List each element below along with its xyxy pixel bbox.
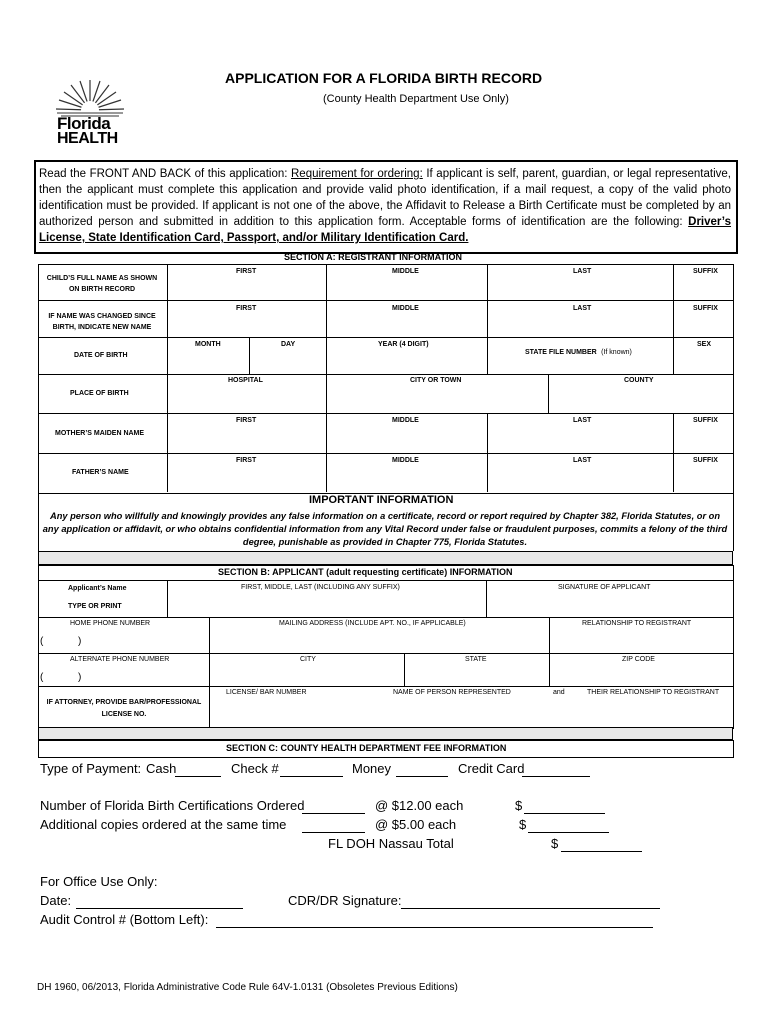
credit-label: Credit Card [458,761,525,776]
mailing-label: MAILING ADDRESS (INCLUDE APT. NO., IF APPLICABLE) [279,620,466,627]
total-amount-field[interactable] [561,837,642,852]
price-5-label: @ $5.00 each [375,817,457,832]
mother-last-label: LAST [573,417,592,424]
section-a-title: SECTION A: REGISTRANT INFORMATION [284,252,462,262]
state-label: STATE [465,656,487,663]
certs-amount-field[interactable] [524,799,605,814]
father-label: FATHER’S NAME [72,469,129,476]
section-b-title: SECTION B: APPLICANT (adult requesting certificate) INFORMATION [218,567,513,577]
attorney-label: IF ATTORNEY, PROVIDE BAR/PROFESSIONAL LICENSE NO. [46,699,202,718]
instructions-body: If applicant is self, parent, guardian, or legal representative, then the applicant must complete this application and provide valid photo identification, if a mail request, a copy of the valid photo identification must be provided. If applicant is not one of the above, the Affidavit to Release a Birth Certificate must be completed by an authorized person and submitted in addition to this application form. Acceptable forms of identification are the following: [39,168,731,228]
important-text: Any person who willfully and knowingly provides any false information on a certificate, record or report required by Chapter 382, Florida Statutes, or on any application or affidavit, or who obtains confidential information from any Vital Record under false or fraudulent purposes, commits a felony of the third degree, punishable as provided in Chapter 775, Florida Statutes. [42,511,728,547]
home-phone-paren-close: ) [78,636,82,647]
applicant-name-label: Applicant’s Name [68,585,127,592]
check-label: Check # [231,761,279,776]
and-label: and [553,689,565,696]
date-label: Date: [40,893,72,908]
person-rep-label: NAME OF PERSON REPRESENTED [393,689,511,696]
cash-label: Cash [146,761,177,776]
alt-phone-paren-open: ( [40,672,44,683]
money-field[interactable] [396,762,448,777]
num-certs-label: Number of Florida Birth Certifications Ordered [40,798,305,813]
instructions-lead: Read the FRONT AND BACK of this application: [39,168,288,180]
childs-name-label: CHILD’S FULL NAME AS SHOWN ON BIRTH RECORD [46,275,158,293]
type-or-print-label: TYPE OR PRINT [68,603,122,610]
check-number-field[interactable] [280,762,343,777]
hospital-label: HOSPITAL [228,377,263,384]
audit-label: Audit Control # (Bottom Left): [40,912,209,927]
new-middle-label: MIDDLE [392,305,419,312]
page-title: APPLICATION FOR A FLORIDA BIRTH RECORD [225,70,543,86]
if-known-label: (If known) [601,349,632,356]
important-title: IMPORTANT INFORMATION [309,494,454,506]
dollar-2: $ [519,817,527,832]
city-town-label: CITY OR TOWN [410,377,462,384]
child-last-label: LAST [573,268,592,275]
divider-bar-1 [38,551,733,565]
cash-field[interactable] [175,762,221,777]
new-suffix-label: SUFFIX [693,305,718,312]
home-phone-label: HOME PHONE NUMBER [70,620,151,627]
license-label: LICENSE/ BAR NUMBER [226,689,307,696]
name-changed-label: IF NAME WAS CHANGED SINCE BIRTH, INDICATE NEW NAME [48,313,156,331]
new-last-label: LAST [573,305,592,312]
child-middle-label: MIDDLE [392,268,419,275]
dollar-1: $ [515,798,523,813]
logo-text-florida: Florida [57,114,111,133]
florida-health-logo [55,78,125,148]
day-label: DAY [281,341,296,348]
city-label: CITY [300,656,316,663]
mother-middle-label: MIDDLE [392,417,419,424]
divider-bar-2 [38,727,733,740]
father-first-label: FIRST [236,457,257,464]
requirement-label: Requirement for ordering: [291,168,423,180]
mother-first-label: FIRST [236,417,257,424]
pob-label: PLACE OF BIRTH [70,390,129,397]
month-label: MONTH [195,341,221,348]
id-list: Driver’s License, State Identification Card, Passport, and/or Military Identification Card. [39,216,731,244]
cdr-signature-field[interactable] [401,894,660,909]
alt-phone-label: ALTERNATE PHONE NUMBER [70,656,170,663]
additional-amount-field[interactable] [528,818,609,833]
office-use-title: For Office Use Only: [40,874,158,889]
sunburst-icon [55,78,125,118]
dob-label: DATE OF BIRTH [74,352,128,359]
zip-label: ZIP CODE [622,656,655,663]
price-12-label: @ $12.00 each [375,798,464,813]
audit-control-field[interactable] [216,913,653,928]
footer-text: DH 1960, 06/2013, Florida Administrative Code Rule 64V-1.0131 (Obsoletes Previous Editions) [37,982,458,993]
their-rel-label: THEIR RELATIONSHIP TO REGISTRANT [587,689,720,696]
logo-text-health: HEALTH [57,130,118,147]
cdr-label: CDR/DR Signature: [288,893,402,908]
additional-field[interactable] [302,818,365,833]
type-payment-label: Type of Payment: [40,761,142,776]
office-date-field[interactable] [76,894,243,909]
page-subtitle: (County Health Department Use Only) [323,93,509,105]
credit-card-field[interactable] [522,762,590,777]
signature-label: SIGNATURE OF APPLICANT [558,584,651,591]
total-label: FL DOH Nassau Total [328,836,454,851]
year-label: YEAR (4 DIGIT) [378,341,429,348]
state-file-label: STATE FILE NUMBER [525,349,597,356]
additional-label: Additional copies ordered at the same time [40,817,287,832]
mother-suffix-label: SUFFIX [693,417,718,424]
child-suffix-label: SUFFIX [693,268,718,275]
instructions-text [39,166,731,246]
mother-label: MOTHER’S MAIDEN NAME [55,430,145,437]
new-first-label: FIRST [236,305,257,312]
relationship-label: RELATIONSHIP TO REGISTRANT [582,620,692,627]
name-fields-label: FIRST, MIDDLE, LAST (INCLUDING ANY SUFFIX) [241,584,400,591]
child-first-label: FIRST [236,268,257,275]
county-label: COUNTY [624,377,654,384]
father-middle-label: MIDDLE [392,457,419,464]
num-certs-field[interactable] [302,799,365,814]
home-phone-paren-open: ( [40,636,44,647]
section-c-title: SECTION C: COUNTY HEALTH DEPARTMENT FEE INFORMATION [226,743,507,753]
alt-phone-paren-close: ) [78,672,82,683]
money-label: Money [352,761,392,776]
sex-label: SEX [697,341,712,348]
dollar-3: $ [551,836,559,851]
father-suffix-label: SUFFIX [693,457,718,464]
father-last-label: LAST [573,457,592,464]
